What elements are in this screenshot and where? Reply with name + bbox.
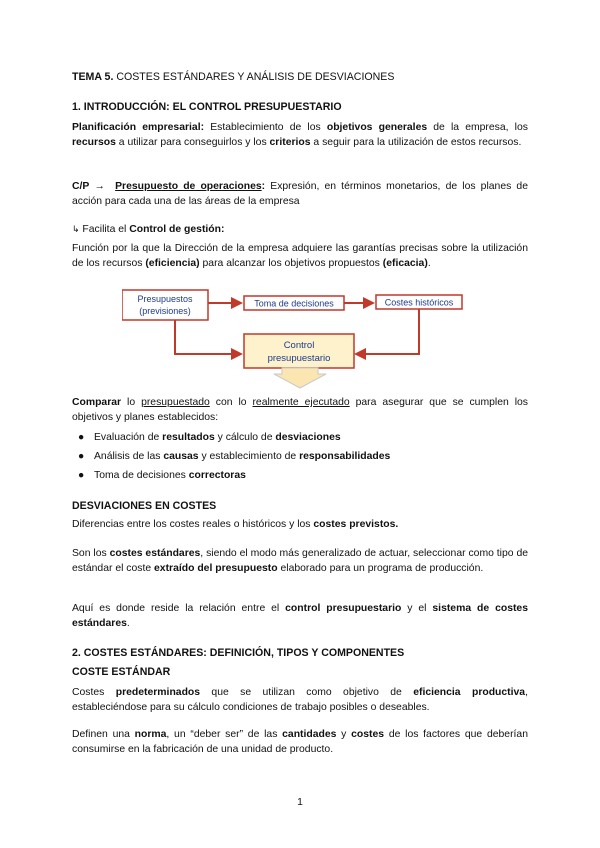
presupuesto-operaciones-term: Presupuesto de operaciones bbox=[115, 181, 262, 192]
planificacion-paragraph: Planificación empresarial: Establecimiento de los objetivos generales de la empresa, los recursos a utilizar para conseguirlos y los criterios a seguir para la utilización de estos recursos. bbox=[72, 122, 528, 148]
control-label: Control bbox=[283, 340, 315, 351]
control-gestion-line: ↳ Facilita el Control de gestión: bbox=[72, 224, 225, 235]
list-item: ● Toma de decisiones correctoras bbox=[72, 469, 528, 488]
planificacion-label: Planificación empresarial: bbox=[72, 122, 205, 133]
previsiones-label: (previsiones) bbox=[139, 306, 191, 316]
control-diagram bbox=[122, 282, 522, 392]
arrow-presupuestos-control bbox=[175, 320, 241, 354]
son-paragraph: Son los costes estándares, siendo el modo más generalizado de actuar, seleccionar como tipo de estándar el coste extraído del presupuesto elaborado para un programa de producción. bbox=[72, 548, 529, 574]
presupuestario-label: presupuestario bbox=[267, 353, 331, 364]
arrow-costes-control bbox=[356, 309, 419, 354]
return-arrow-icon: ↳ bbox=[72, 224, 80, 234]
bullet-icon: ● bbox=[78, 451, 85, 462]
list-item: ● Evaluación de resultados y cálculo de desviaciones bbox=[72, 431, 528, 450]
desviaciones-paragraph: Diferencias entre los costes reales o históricos y los costes previstos. bbox=[72, 519, 399, 530]
bullet-icon: ● bbox=[78, 432, 85, 443]
toma-decisiones-label: Toma de decisiones bbox=[254, 298, 334, 309]
page-number: 1 bbox=[297, 797, 303, 808]
cp-paragraph: C/P → Presupuesto de operaciones: Expresión, en términos monetarios, de los planes de acción para cada una de las áreas de la empresa bbox=[72, 181, 528, 207]
section-2-heading: 2. COSTES ESTÁNDARES: DEFINICIÓN, TIPOS Y COMPONENTES bbox=[72, 647, 405, 659]
coste-estandar-subheading: COSTE ESTÁNDAR bbox=[72, 666, 171, 678]
right-arrow-icon: → bbox=[94, 181, 105, 192]
list-item: ● Análisis de las causas y establecimiento de responsabilidades bbox=[72, 450, 528, 469]
bullet-list bbox=[72, 431, 528, 488]
definen-paragraph: Definen una norma, un “deber ser” de las cantidades y costes de los factores que deberían consumirse en la fabricación de una unidad de producto. bbox=[72, 729, 528, 755]
bullet-icon: ● bbox=[78, 470, 85, 481]
section-1-heading: 1. INTRODUCCIÓN: EL CONTROL PRESUPUESTARIO bbox=[72, 101, 342, 113]
presupuestos-label: Presupuestos bbox=[137, 294, 193, 304]
funcion-paragraph: Función por la que la Dirección de la empresa adquiere las garantías precisas sobre la utilización de los recursos (eficiencia) para alcanzar los objetivos propuestos (eficacia). bbox=[72, 243, 528, 269]
costes-paragraph: Costes predeterminados que se utilizan como objetivo de eficiencia productiva, estableciéndose para su cálculo condiciones de trabajo posibles o deseables. bbox=[72, 687, 528, 713]
document-title bbox=[72, 70, 528, 85]
title-text: COSTES ESTÁNDARES Y ANÁLISIS DE DESVIACIONES bbox=[113, 71, 395, 83]
desviaciones-heading: DESVIACIONES EN COSTES bbox=[72, 500, 217, 512]
comparar-paragraph: Comparar lo presupuestado con lo realmente ejecutado para asegurar que se cumplen los objetivos y planes establecidos: bbox=[72, 397, 528, 423]
cp-label: C/P bbox=[72, 181, 90, 192]
down-arrow-icon bbox=[274, 368, 326, 388]
costes-historicos-label: Costes históricos bbox=[384, 297, 454, 308]
aqui-paragraph: Aquí es donde reside la relación entre el control presupuestario y el sistema de costes estándares. bbox=[72, 603, 528, 629]
title-prefix: TEMA 5. bbox=[72, 71, 114, 83]
